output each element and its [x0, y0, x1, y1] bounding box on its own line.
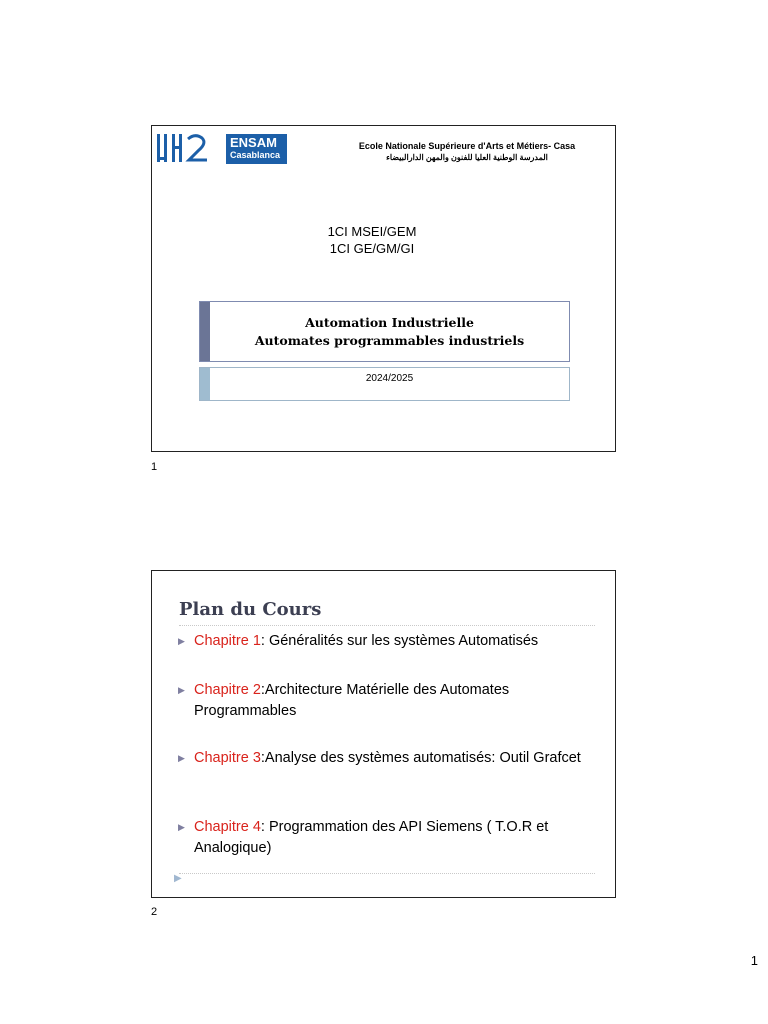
- chapter-item-2: [178, 680, 598, 722]
- chapter-label: Chapitre 3: [194, 750, 261, 766]
- class-line-2: 1CI GE/GM/GI: [329, 241, 415, 256]
- bullet-arrow-icon: ▶: [178, 753, 185, 763]
- class-line-1: 1CI MSEI/GEM: [327, 224, 417, 239]
- title-accent-bar: [200, 302, 210, 361]
- chapter-text: :Analyse des systèmes automatisés: Outil Grafcet: [260, 750, 581, 766]
- chapter-item-4: [178, 817, 598, 859]
- ensam-logo-line1: ENSAM: [230, 135, 277, 150]
- chapter-text: : Programmation des API Siemens ( T.O.R et Analogique): [194, 819, 549, 856]
- chapter-label: Chapitre 4: [194, 819, 261, 835]
- course-title-line-2: Automates programmables industriels: [254, 333, 525, 348]
- course-title-line-1: Automation Industrielle: [305, 315, 474, 330]
- ensam-logo: [226, 134, 287, 164]
- academic-year: 2024/2025: [365, 373, 414, 384]
- chapter-item-1: [178, 631, 598, 652]
- school-name-fr: Ecole Nationale Supérieure d'Arts et Métiers- Casa: [358, 141, 576, 151]
- slide-1-number: 1: [151, 461, 158, 473]
- bullet-arrow-icon: ▶: [178, 822, 185, 832]
- class-list: [292, 223, 452, 257]
- chapter-text: : Généralités sur les systèmes Automatisés: [260, 633, 539, 649]
- chapter-item-3: [178, 748, 598, 769]
- chapter-label: Chapitre 1: [194, 633, 261, 649]
- year-box: [199, 367, 570, 401]
- school-name-ar: المدرسة الوطنية العليا للفنون والمهن الدارالبيضاء: [386, 153, 548, 162]
- chapter-label: Chapitre 2: [194, 682, 261, 698]
- chapter-text: :Architecture Matérielle des Automates Programmables: [194, 682, 510, 719]
- plan-title: Plan du Cours: [179, 599, 322, 620]
- school-header: [322, 140, 612, 163]
- footer-divider: [179, 873, 595, 874]
- page-number: 1: [750, 953, 758, 968]
- bullet-arrow-icon: ▶: [178, 636, 185, 646]
- slide-1: [151, 125, 616, 452]
- slide-2-number: 2: [151, 906, 158, 918]
- ensam-logo-line2: Casablanca: [230, 150, 281, 160]
- year-accent-bar: [200, 368, 210, 400]
- course-title-box: [199, 301, 570, 362]
- bullet-arrow-icon: ▶: [178, 685, 185, 695]
- bullet-arrow-icon: ▶: [174, 873, 182, 884]
- title-divider: [179, 625, 595, 626]
- uh2c-logo: [155, 131, 211, 165]
- slide-2: [151, 570, 616, 898]
